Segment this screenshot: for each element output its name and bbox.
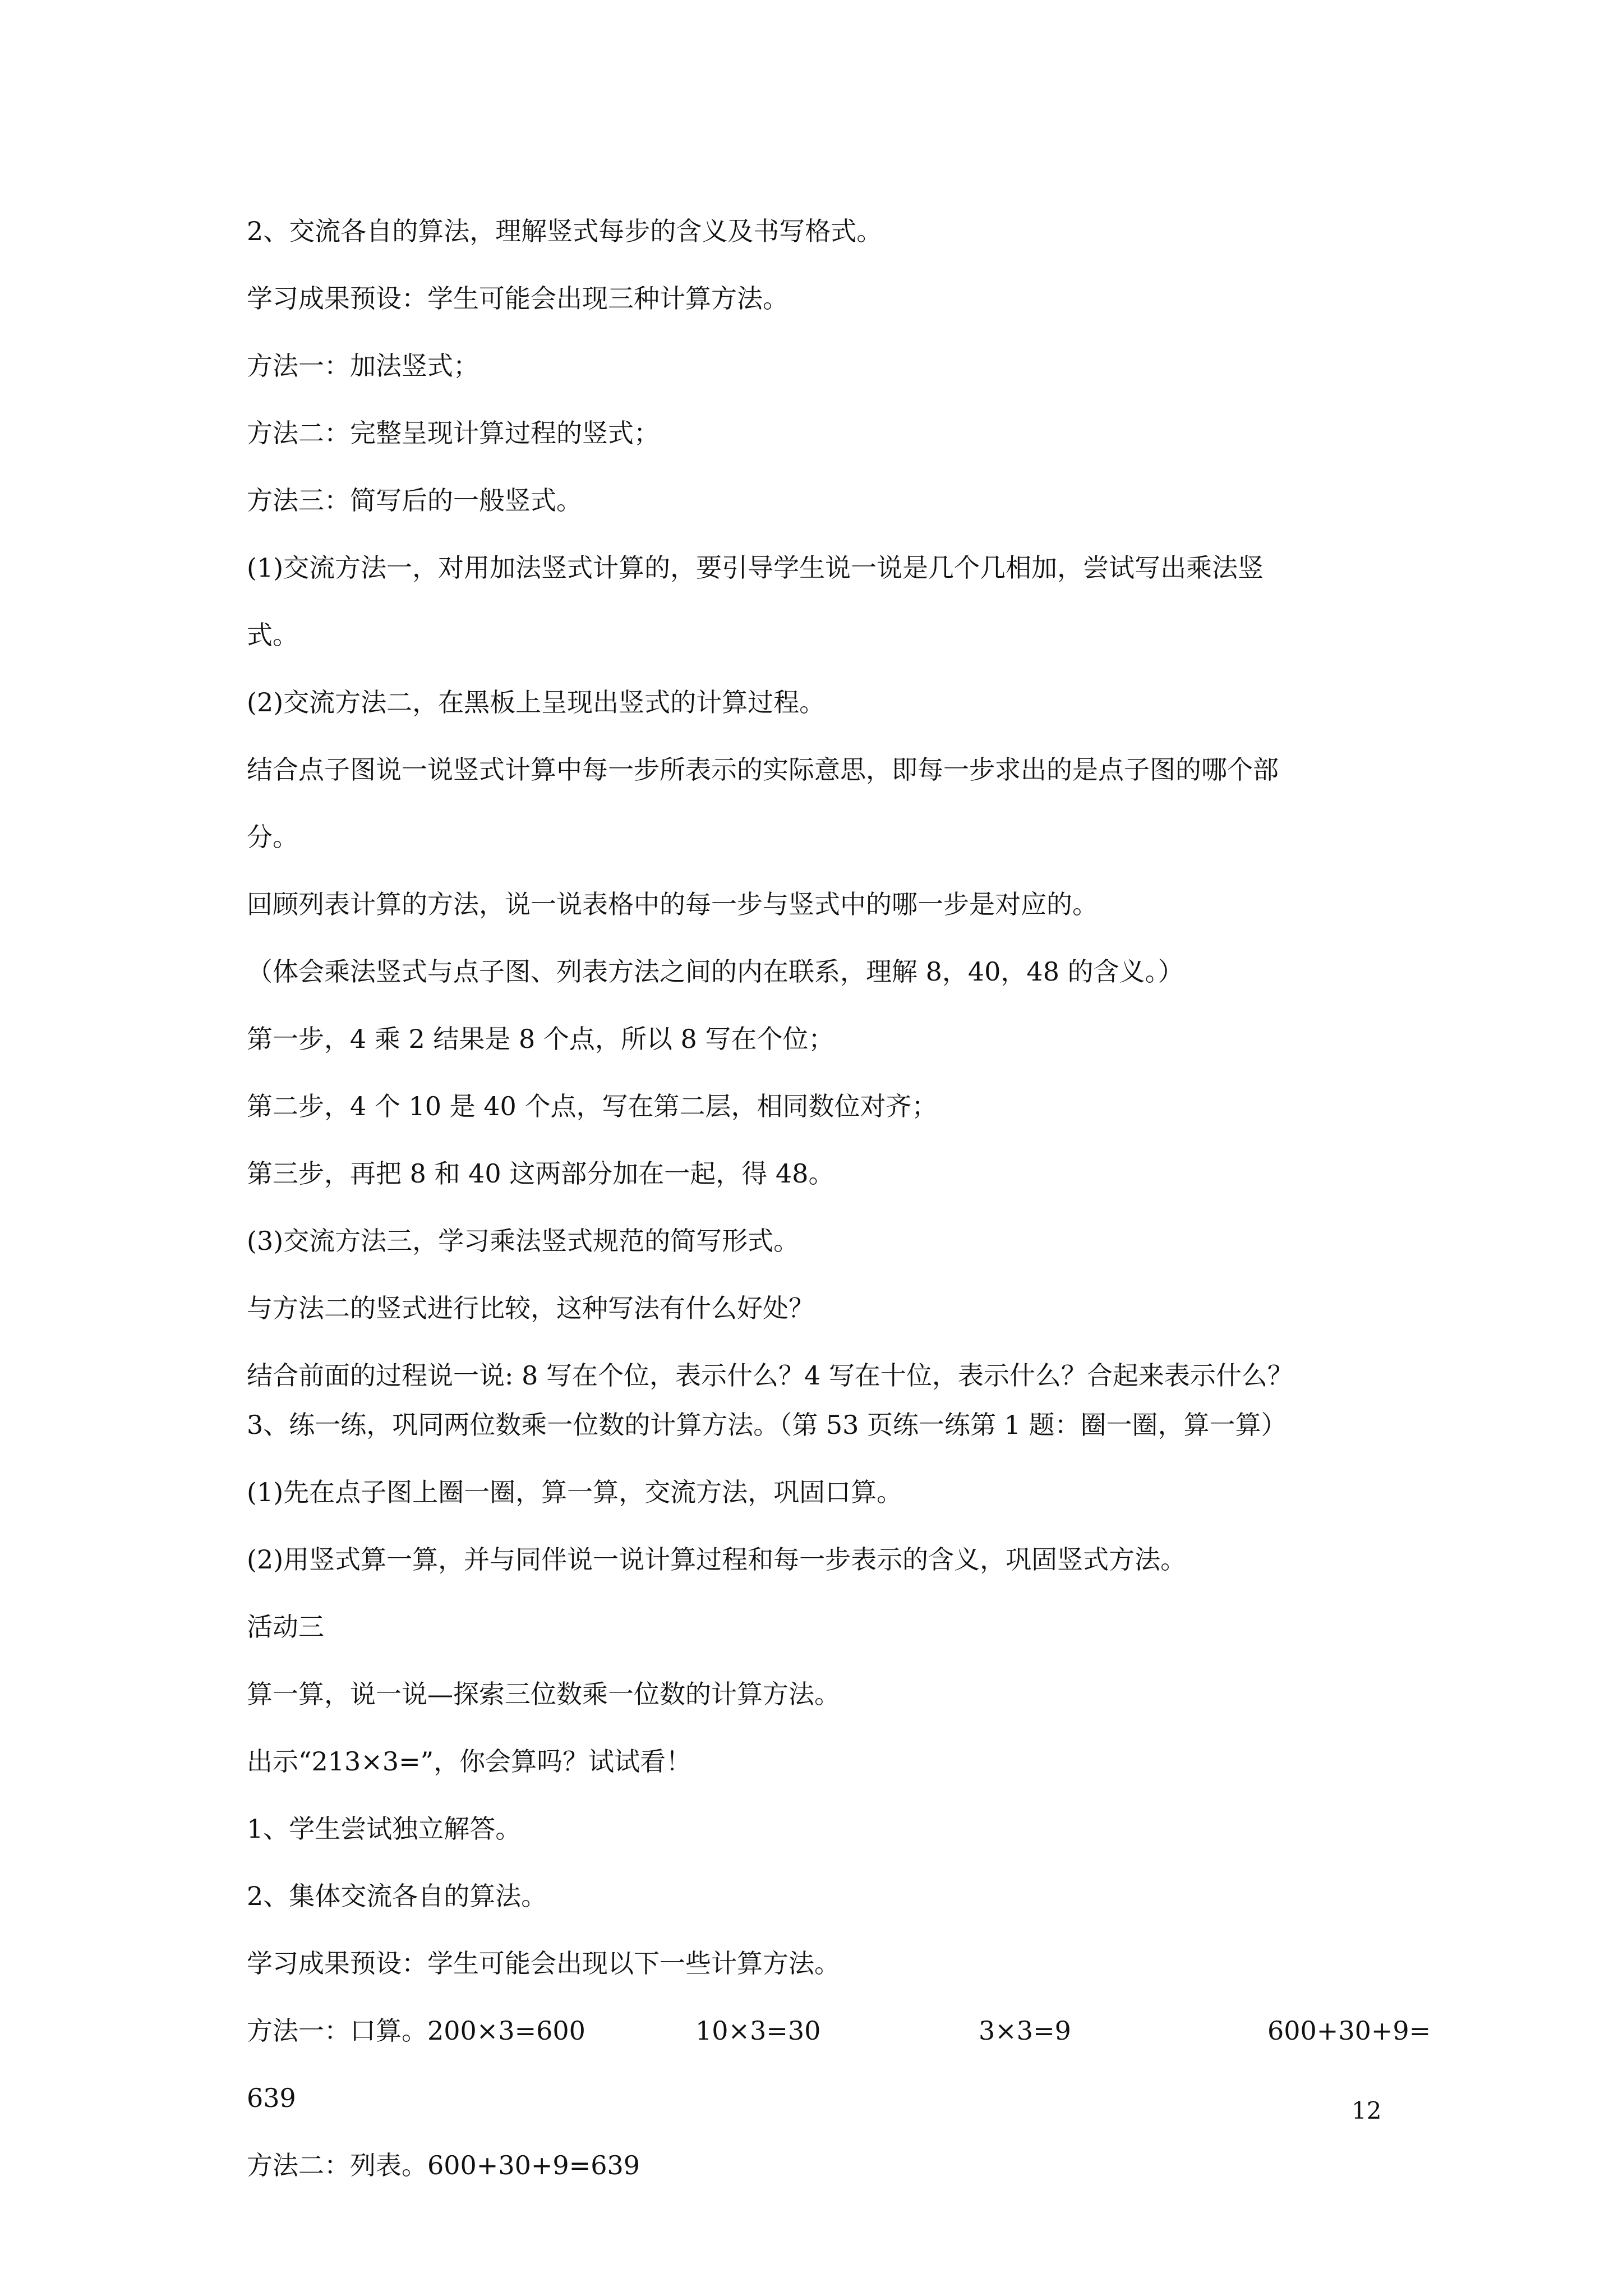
text-line: (3)交流方法三，学习乘法竖式规范的简写形式。	[247, 1226, 800, 1256]
paragraph-continuation: 式。	[247, 620, 298, 650]
page-number: 12	[1352, 2097, 1382, 2124]
section-heading: 活动三	[247, 1612, 324, 1642]
text-line: （体会乘法竖式与点子图、列表方法之间的内在联系，理解 8，40，48 的含义。）	[247, 956, 1184, 987]
text-line: 2、交流各自的算法，理解竖式每步的含义及书写格式。	[247, 216, 883, 246]
text-line: 第一步，4 乘 2 结果是 8 个点，所以 8 写在个位；	[247, 1024, 834, 1054]
text-line: 第三步，再把 8 和 40 这两部分加在一起，得 48。	[247, 1158, 834, 1189]
text-line: 方法一：加法竖式；	[247, 351, 479, 381]
text-line: (2)用竖式算一算，并与同伴说一说计算过程和每一步表示的含义，巩固竖式方法。	[247, 1544, 1187, 1575]
paragraph-text: (1)交流方法一，对用加法竖式计算的，要引导学生说一说是几个几相加，尝试写出乘法竖	[247, 553, 1264, 583]
text-line: (1)先在点子图上圈一圈，算一算，交流方法，巩固口算。	[247, 1477, 903, 1507]
text-line: 1、学生尝试独立解答。	[247, 1814, 522, 1844]
paragraph-text: 结合点子图说一说竖式计算中每一步所表示的实际意思，即每一步求出的是点子图的哪个部	[247, 754, 1279, 785]
text-line: 方法二：完整呈现计算过程的竖式；	[247, 418, 660, 448]
text-line: 第二步，4 个 10 是 40 个点，写在第二层，相同数位对齐；	[247, 1091, 938, 1121]
paragraph-continuation: 分。	[247, 822, 298, 852]
text-line: 回顾列表计算的方法，说一说表格中的每一步与竖式中的哪一步是对应的。	[247, 889, 1098, 919]
method-one-sum: 600+30+9=	[1267, 2016, 1431, 2046]
method-one-oral: 方法一：口算。200×3=600	[247, 2016, 585, 2046]
text-line: 出示“213×3=”，你会算吗？试试看！	[247, 1746, 692, 1777]
text-line: 结合前面的过程说一说: 8 写在个位，表示什么？4 写在十位，表示什么？合起来表示什么？	[247, 1360, 1293, 1391]
method-one-tens: 10×3=30	[695, 2016, 821, 2046]
text-line: 与方法二的竖式进行比较，这种写法有什么好处？	[247, 1293, 814, 1323]
text-line: 方法三：简写后的一般竖式。	[247, 485, 582, 516]
text-line: 学习成果预设：学生可能会出现三种计算方法。	[247, 283, 789, 314]
text-line: (2)交流方法二，在黑板上呈现出竖式的计算过程。	[247, 687, 826, 717]
text-line: 学习成果预设：学生可能会出现以下一些计算方法。	[247, 1948, 840, 1978]
text-line: 3、练一练，巩同两位数乘一位数的计算方法。（第 53 页练一练第 1 题：圈一圈，算一算）	[247, 1410, 1287, 1440]
paragraph	[247, 551, 1391, 652]
method-one-row	[247, 2014, 1431, 2047]
text-line: 639	[247, 2083, 296, 2113]
method-one-ones: 3×3=9	[979, 2016, 1071, 2046]
text-line: 2、集体交流各自的算法。	[247, 1881, 547, 1911]
text-line: 方法二：列表。600+30+9=639	[247, 2150, 640, 2180]
paragraph	[247, 753, 1391, 854]
document-body	[247, 214, 1431, 2216]
text-line: 算一算，说一说—探索三位数乘一位数的计算方法。	[247, 1679, 840, 1709]
